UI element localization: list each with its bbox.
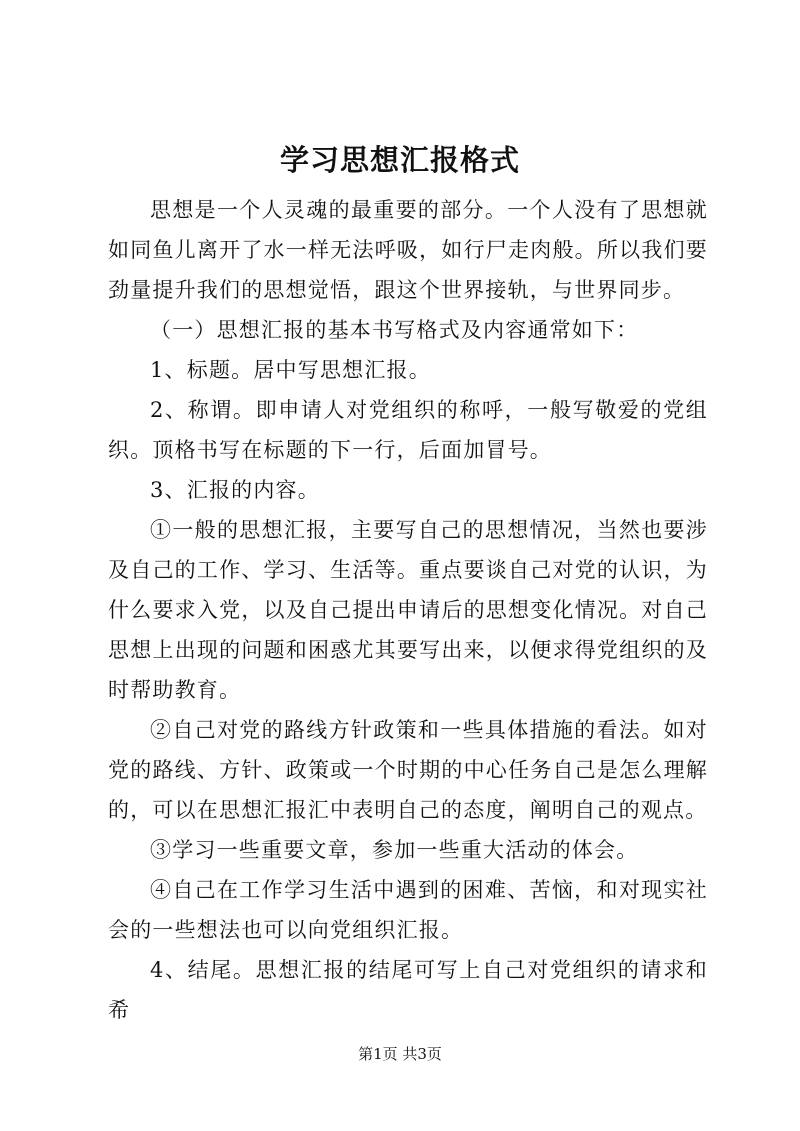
document-body	[108, 190, 708, 1030]
paragraph: 思想是一个人灵魂的最重要的部分。一个人没有了思想就如同鱼儿离开了水一样无法呼吸，如行尸走肉般。所以我们要劲量提升我们的思想觉悟，跟这个世界接轨，与世界同步。	[108, 198, 708, 302]
paragraph: ③学习一些重要文章，参加一些重大活动的体会。	[150, 838, 639, 862]
paragraph: 3、汇报的内容。	[150, 478, 320, 502]
document-title: 学习思想汇报格式	[279, 143, 520, 177]
paragraph: 4、结尾。思想汇报的结尾可写上自己对党组织的请求和希	[108, 958, 708, 1022]
page-footer: 第1页 共3页	[358, 1045, 442, 1063]
paragraph: ②自己对党的路线方针政策和一些具体措施的看法。如对党的路线、方针、政策或一个时期的中心任务自己是怎么理解的，可以在思想汇报汇中表明自己的态度，阐明自己的观点。	[108, 718, 708, 822]
paragraph: （一）思想汇报的基本书写格式及内容通常如下：	[150, 318, 639, 342]
paragraph: 1、标题。居中写思想汇报。	[150, 358, 431, 382]
paragraph: ①一般的思想汇报，主要写自己的思想情况，当然也要涉及自己的工作、学习、生活等。重点要谈自己对党的认识，为什么要求入党，以及自己提出申请后的思想变化情况。对自己思想上出现的问题和困惑尤其要写出来，以便求得党组织的及时帮助教育。	[108, 518, 708, 702]
paragraph: ④自己在工作学习生活中遇到的困难、苦恼，和对现实社会的一些想法也可以向党组织汇报。	[108, 878, 708, 942]
paragraph: 2、称谓。即申请人对党组织的称呼，一般写敬爱的党组织。顶格书写在标题的下一行，后面加冒号。	[108, 398, 708, 462]
